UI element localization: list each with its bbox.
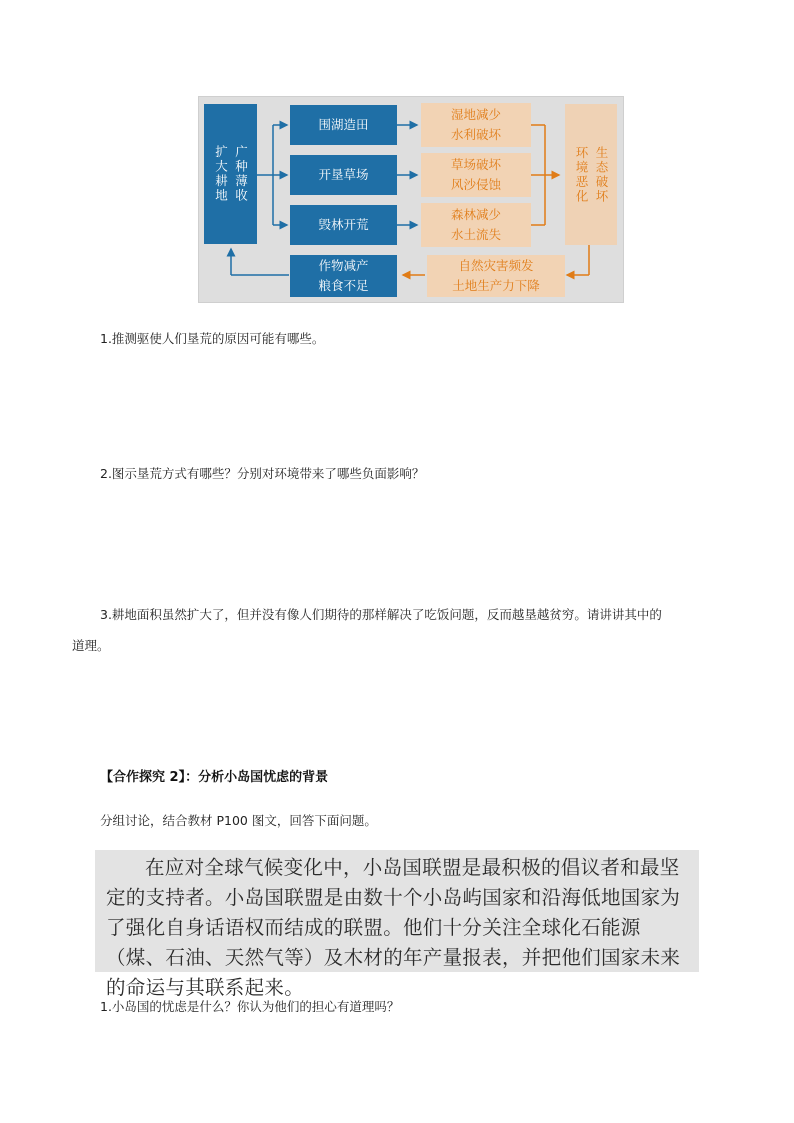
left-box-line1: 广种薄收 [233,145,249,203]
impact-3-line2: 水土流失 [450,227,501,242]
quote-box: 在应对全球气候变化中，小岛国联盟是最积极的倡议者和最坚定的支持者。小岛国联盟是由数十个小岛屿国家和沿海低地国家为了强化自身话语权而结成的联盟。他们十分关注全球化石能源（煤、石油、天然气等）及木材的年产量报表，并把他们国家未来的命运与其联系起来。 [95,850,699,972]
question-island-1: 1.小岛国的忧虑是什么？你认为他们的担心有道理吗？ [100,999,400,1014]
method-box-3 [290,205,397,245]
method-label-2: 开垦草场 [318,167,369,182]
impact-box-2 [421,153,531,197]
impact-3-line1: 森林减少 [450,207,501,222]
bottom-left-line2: 粮食不足 [318,278,369,293]
question-1: 1.推测驱使人们垦荒的原因可能有哪些。 [100,331,325,346]
question-3 [72,599,740,661]
impact-1-line1: 湿地减少 [450,107,501,122]
bottom-left-line1: 作物减产 [318,258,369,273]
left-box-text [211,145,251,203]
right-box-line1: 生态破坏 [594,145,609,204]
question-3-line2: 道理。 [72,638,110,653]
impact-box-1 [421,103,531,147]
question-3-line1: 3.耕地面积虽然扩大了，但并没有像人们期待的那样解决了吃饭问题，反而越垦越贫穷。请讲讲其中的 [100,607,662,622]
impact-2-line2: 风沙侵蚀 [450,177,501,192]
impact-box-3 [421,203,531,247]
impact-2-line1: 草场破坏 [450,157,501,172]
section-heading: 【合作探究 2】：分析小岛国忧虑的背景 [100,770,329,785]
left-box [204,104,257,244]
bottom-right-line1: 自然灾害频发 [458,258,534,273]
method-box-2 [290,155,397,195]
flow-diagram [198,96,624,303]
right-box-text [571,146,611,204]
impact-1-line2: 水利破坏 [450,127,501,142]
bottom-right-box [427,255,565,297]
instruction-text: 分组讨论，结合教材 P100 图文，回答下面问题。 [100,813,377,828]
left-box-line2: 扩大耕地 [213,145,229,203]
method-box-1 [290,105,397,145]
right-box [565,104,617,245]
question-2: 2.图示垦荒方式有哪些？分别对环境带来了哪些负面影响？ [100,466,425,481]
bottom-right-line2: 土地生产力下降 [452,278,540,293]
bottom-left-box [290,255,397,297]
method-label-1: 围湖造田 [318,117,369,132]
method-label-3: 毁林开荒 [318,217,369,232]
right-box-line2: 环境恶化 [574,145,589,204]
